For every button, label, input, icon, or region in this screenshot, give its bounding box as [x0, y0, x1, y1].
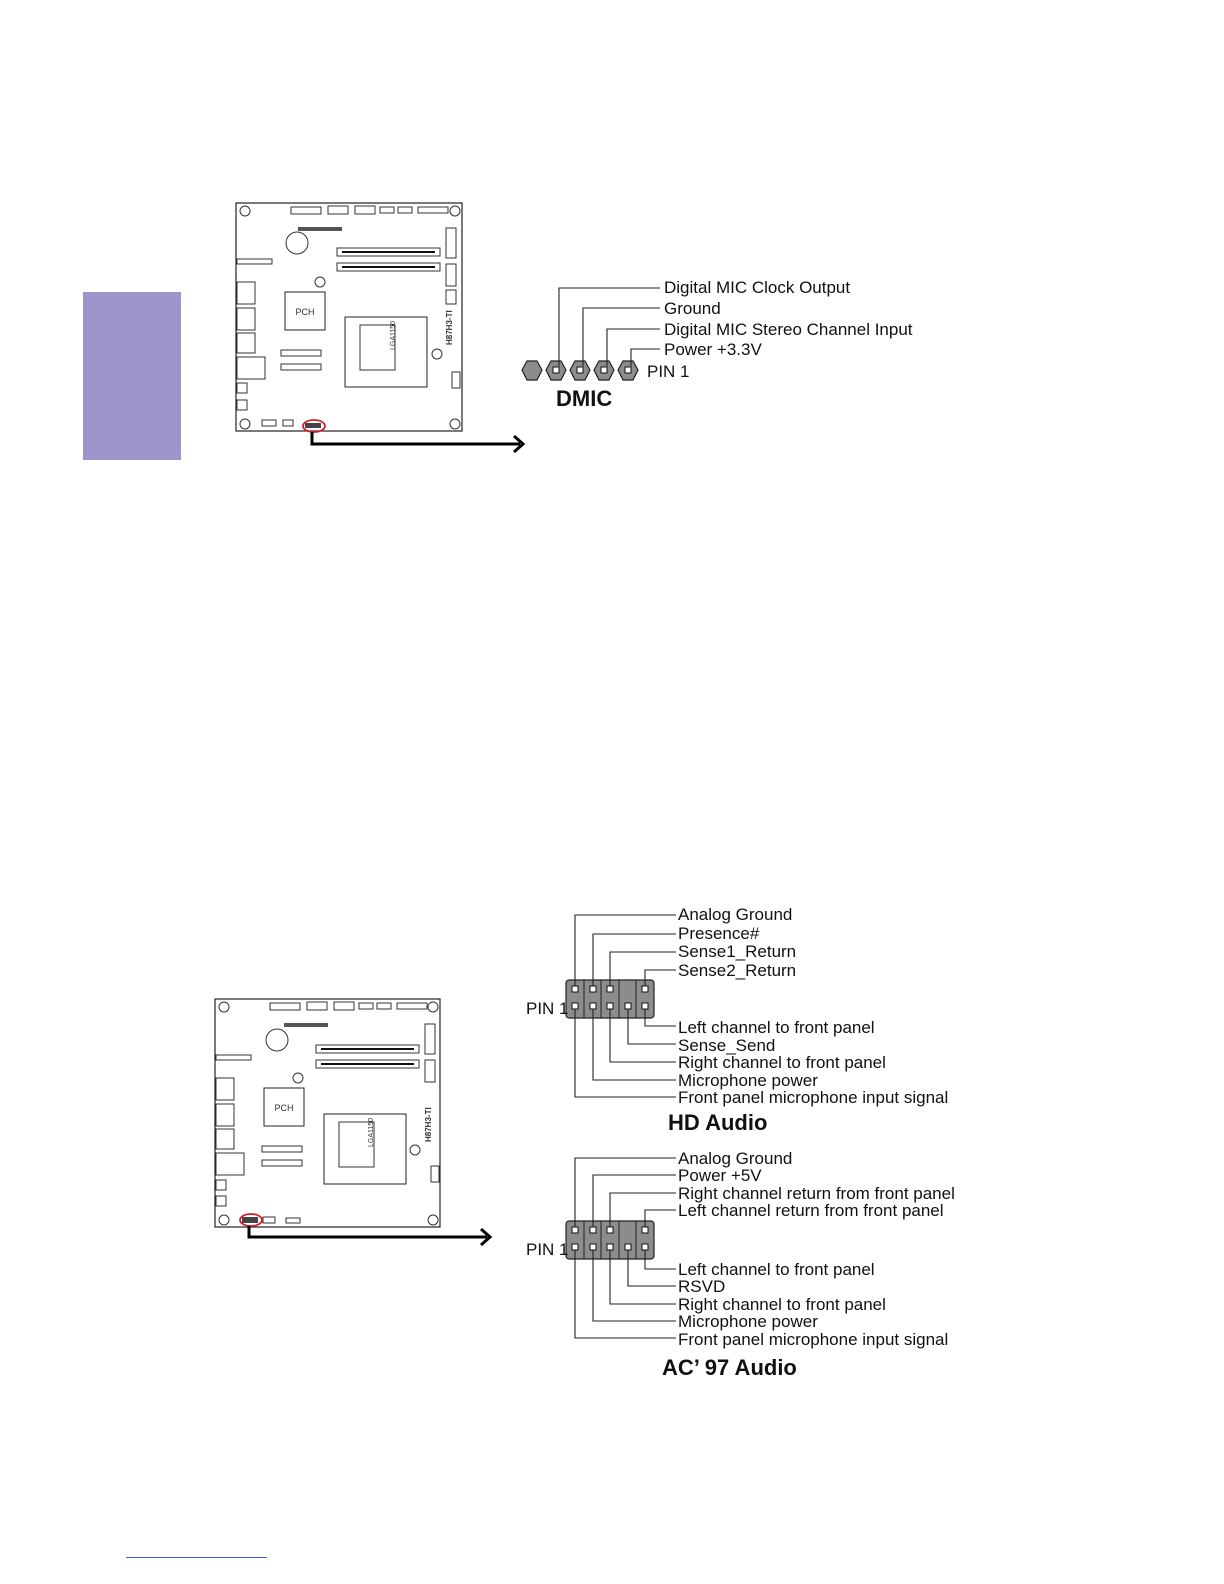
hd-audio-connector — [566, 915, 676, 1097]
ac97-top-label-4: Left channel return from front panel — [678, 1201, 944, 1220]
pch-label-bottom: PCH — [274, 1103, 294, 1113]
ac97-audio-connector — [566, 1158, 676, 1338]
hd-audio-title: HD Audio — [668, 1110, 768, 1135]
dmic-pin-label-3: Digital MIC Stereo Channel Input — [664, 320, 913, 339]
dmic-pin1-label: PIN 1 — [647, 362, 690, 381]
ac97-top-label-2: Power +5V — [678, 1166, 762, 1185]
ac97-top-label-1: Analog Ground — [678, 1149, 793, 1168]
ac97-bottom-label-4: Microphone power — [678, 1312, 818, 1331]
model-label: H87H3-TI — [445, 310, 454, 345]
hd-bottom-label-1: Left channel to front panel — [678, 1018, 875, 1037]
callout-arrow-bottom — [249, 1226, 490, 1245]
hd-pin1-label: PIN 1 — [526, 999, 569, 1018]
ac97-bottom-label-3: Right channel to front panel — [678, 1295, 886, 1314]
hd-top-label-3: Sense1_Return — [678, 942, 797, 961]
hd-bottom-label-2: Sense_Send — [678, 1036, 776, 1055]
hd-top-label-1: Analog Ground — [678, 905, 793, 924]
dmic-connector — [522, 288, 660, 380]
dmic-pin-label-2: Ground — [664, 299, 721, 318]
motherboard-diagram-top — [236, 203, 462, 432]
socket-label-bottom: LGA1150 — [368, 1117, 375, 1147]
dmic-pin-label-1: Digital MIC Clock Output — [664, 278, 851, 297]
dmic-title: DMIC — [556, 386, 613, 411]
ac97-pin1-label: PIN 1 — [526, 1240, 569, 1259]
model-label-bottom: H87H3-TI — [424, 1107, 433, 1142]
ac97-audio-title: AC’ 97 Audio — [662, 1355, 797, 1380]
hd-bottom-label-4: Microphone power — [678, 1071, 818, 1090]
callout-arrow-top — [312, 432, 523, 452]
hd-bottom-label-5: Front panel microphone input signal — [678, 1088, 949, 1107]
hd-top-label-2: Presence# — [678, 924, 760, 943]
pch-label: PCH — [295, 307, 315, 317]
ac97-bottom-label-5: Front panel microphone input signal — [678, 1330, 949, 1349]
hd-bottom-label-3: Right channel to front panel — [678, 1053, 886, 1072]
dmic-pin-label-4: Power +3.3V — [664, 340, 762, 359]
ac97-bottom-label-2: RSVD — [678, 1277, 726, 1296]
socket-label: LGA1150 — [390, 320, 397, 350]
hd-top-label-4: Sense2_Return — [678, 961, 797, 980]
motherboard-diagram-bottom — [215, 999, 440, 1227]
ac97-top-label-3: Right channel return from front panel — [678, 1184, 955, 1203]
ac97-bottom-label-1: Left channel to front panel — [678, 1260, 875, 1279]
